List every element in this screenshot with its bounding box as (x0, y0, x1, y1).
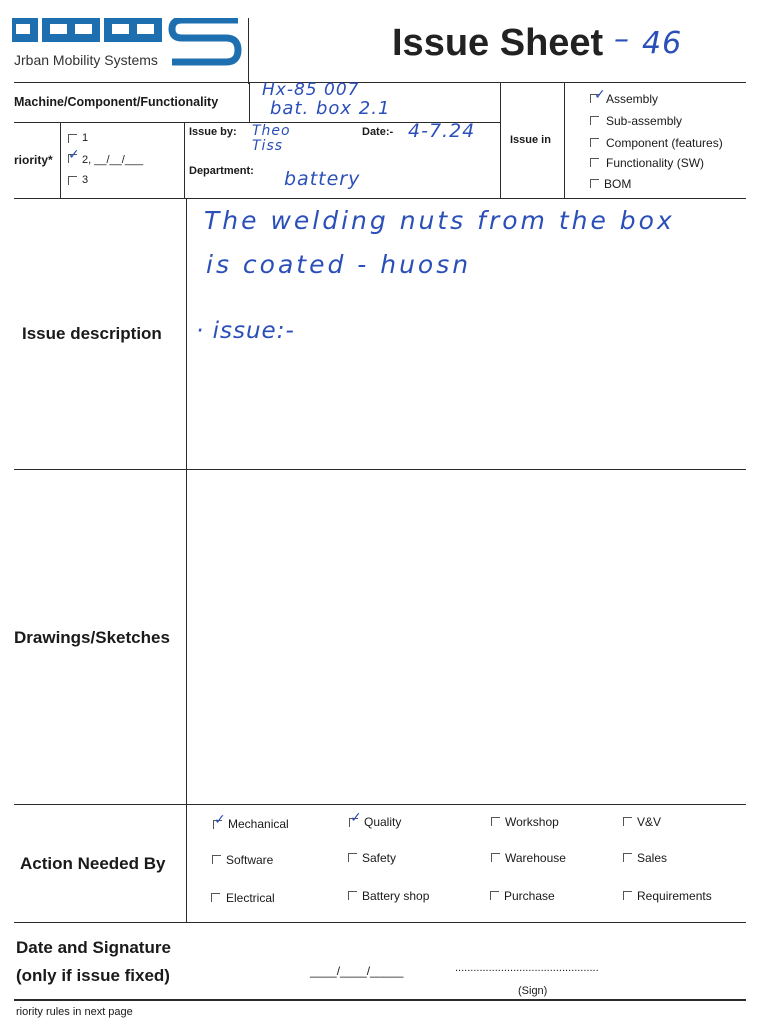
issue-in-bom-checkbox[interactable] (590, 179, 599, 188)
sign-caption: (Sign) (518, 985, 548, 997)
divider (186, 198, 187, 922)
action-safety-label: Safety (362, 851, 397, 865)
description-label: Issue description (22, 324, 162, 343)
action-quality-label: Quality (364, 815, 402, 829)
issue-in-component-label: Component (features) (606, 136, 723, 150)
divider (14, 198, 746, 199)
priority-2-label: 2, __/__/___ (82, 154, 144, 166)
action-requirements-checkbox[interactable] (623, 891, 632, 900)
divider (14, 469, 746, 470)
checkmark-icon: ✓ (594, 86, 606, 102)
action-battery-shop-checkbox[interactable] (348, 891, 357, 900)
action-purchase-label: Purchase (504, 889, 555, 903)
issue-by-value: Theo Tiss (252, 123, 291, 154)
signature-label-line1: Date and Signature (16, 938, 171, 957)
sheet-number-dash: – (614, 22, 630, 57)
checkmark-icon: ✓ (214, 811, 226, 827)
divider (14, 804, 746, 805)
action-warehouse-checkbox[interactable] (491, 853, 500, 862)
machine-value-line1: Hx-85 007 (262, 80, 360, 100)
issue-in-component-checkbox[interactable] (590, 138, 599, 147)
department-value: battery (284, 168, 361, 190)
date-blank[interactable]: ____/____/_____ (310, 964, 404, 978)
page-title: Issue Sheet (392, 22, 604, 64)
divider (14, 82, 746, 83)
issue-by-label: Issue by: (189, 126, 237, 138)
issue-in-label: Issue in (510, 134, 551, 146)
checkmark-icon: ✓ (350, 809, 362, 825)
description-line2: is coated - huosn (206, 250, 472, 279)
action-vv-checkbox[interactable] (623, 817, 632, 826)
machine-value-line2: bat. box 2.1 (270, 98, 391, 119)
divider (184, 122, 185, 198)
department-label: Department: (189, 165, 254, 177)
divider (14, 922, 746, 923)
date-value: 4-7.24 (408, 120, 476, 142)
divider (248, 18, 249, 84)
action-software-checkbox[interactable] (212, 855, 221, 864)
issue-in-assembly-label: Assembly (606, 92, 659, 106)
priority-3-label: 3 (82, 174, 89, 186)
action-purchase-checkbox[interactable] (490, 891, 499, 900)
action-label: Action Needed By (20, 854, 166, 873)
issue-in-functionality-label: Functionality (SW) (606, 156, 705, 170)
divider (500, 82, 501, 198)
divider (60, 122, 61, 198)
date-label: Date:- (362, 126, 394, 138)
action-workshop-label: Workshop (505, 815, 559, 829)
action-workshop-checkbox[interactable] (491, 817, 500, 826)
signature-label-line2: (only if issue fixed) (16, 966, 170, 985)
divider (14, 999, 746, 1001)
action-requirements-label: Requirements (637, 889, 712, 903)
action-battery-shop-label: Battery shop (362, 889, 430, 903)
checkmark-icon: ✓ (68, 146, 80, 162)
drawings-label: Drawings/Sketches (14, 628, 170, 647)
priority-label: riority* (14, 153, 53, 167)
priority-1-checkbox[interactable] (68, 134, 77, 143)
divider (249, 82, 250, 122)
issue-in-subassembly-label: Sub-assembly (606, 114, 683, 128)
action-vv-label: V&V (637, 815, 662, 829)
action-sales-checkbox[interactable] (623, 853, 632, 862)
footer-note: riority rules in next page (16, 1006, 133, 1018)
action-warehouse-label: Warehouse (505, 851, 566, 865)
priority-3-checkbox[interactable] (68, 176, 77, 185)
divider (564, 82, 565, 198)
sign-blank[interactable]: ............................................... (455, 962, 599, 974)
action-safety-checkbox[interactable] (348, 853, 357, 862)
issue-in-functionality-checkbox[interactable] (590, 158, 599, 167)
machine-label: Machine/Component/Functionality (14, 95, 219, 109)
logo-tagline: Jrban Mobility Systems (14, 52, 158, 68)
action-electrical-label: Electrical (226, 891, 275, 905)
action-software-label: Software (226, 853, 274, 867)
sketch-area[interactable] (190, 474, 740, 800)
action-mechanical-label: Mechanical (228, 817, 289, 831)
description-line1: The welding nuts from the box (204, 206, 675, 235)
description-line3: · issue:- (196, 318, 295, 344)
action-sales-label: Sales (637, 851, 668, 865)
issue-in-bom-label: BOM (604, 177, 632, 191)
issue-in-subassembly-checkbox[interactable] (590, 116, 599, 125)
action-electrical-checkbox[interactable] (211, 893, 220, 902)
priority-1-label: 1 (82, 132, 89, 144)
sheet-number: 46 (642, 26, 683, 61)
